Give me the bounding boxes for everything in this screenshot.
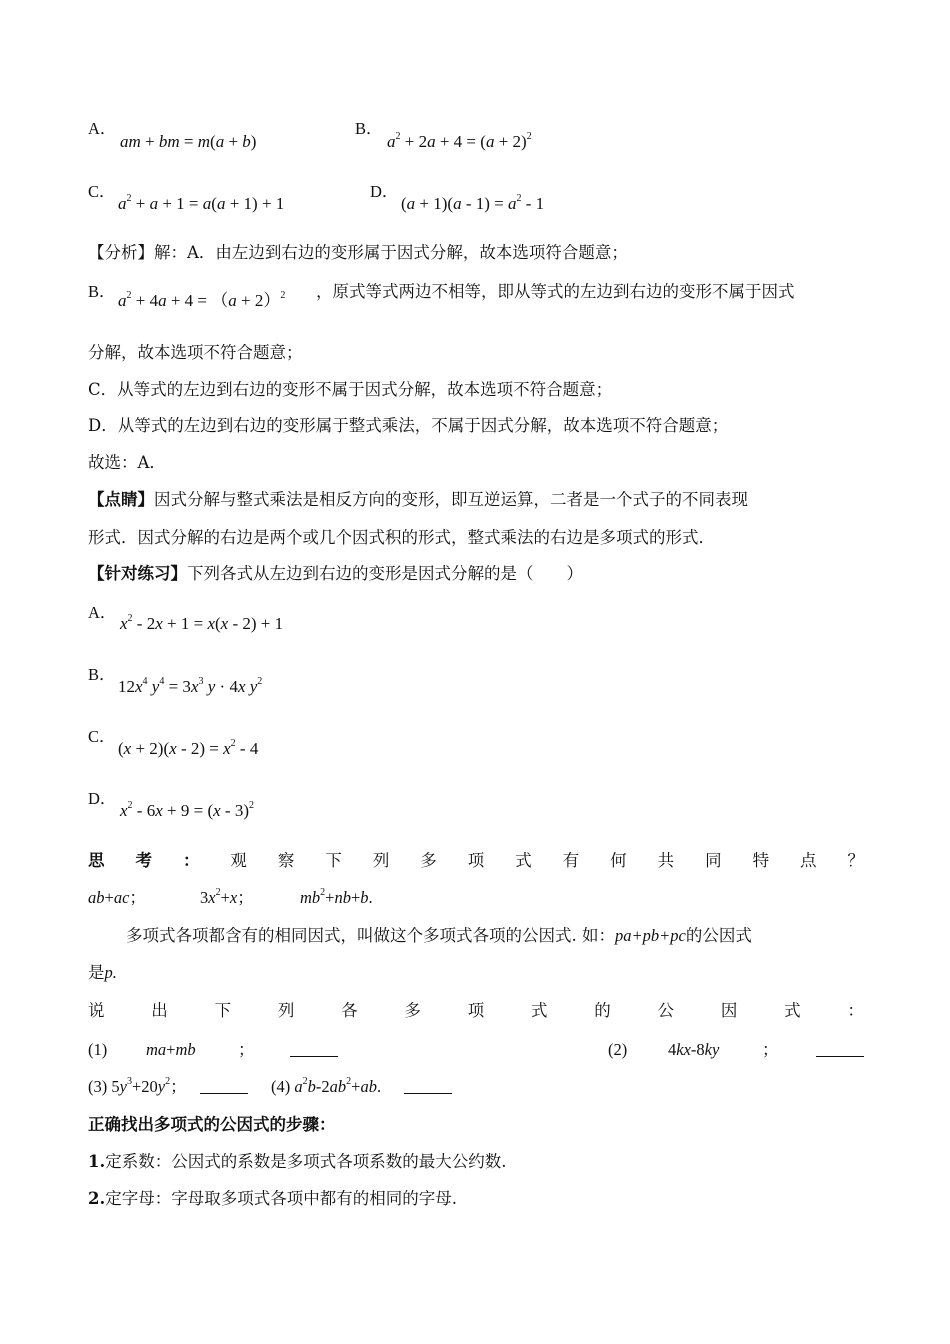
say-char: 下	[214, 1001, 232, 1020]
option-a-expr: am + bm = m(a + b)	[120, 132, 257, 151]
think-char: 共	[657, 851, 675, 870]
comment-head: 【点睛】	[88, 490, 154, 509]
definition-example: pa+pb+pc	[615, 926, 686, 945]
say-char: 因	[720, 1001, 738, 1020]
analysis-b-expr: $a^2 + 4a + 4 = (a + 2)^2$	[118, 290, 286, 310]
q1-semicolon: ；	[238, 1040, 255, 1059]
q1-number: (1)	[88, 1040, 108, 1059]
think-char: 观	[230, 851, 247, 870]
say-char: ：	[847, 1001, 864, 1020]
steps-title: 正确找出多项式的公因式的步骤：	[88, 1115, 336, 1134]
q1-blank[interactable]	[290, 1039, 338, 1061]
think-expr-1: ab+ac；	[88, 888, 146, 907]
practice-b-label: B．	[88, 665, 116, 684]
step-1	[88, 1151, 506, 1173]
think-expr-2: $3x^2+x$；	[200, 887, 254, 907]
think-char: 列	[372, 851, 390, 870]
think-char: 同	[705, 851, 722, 870]
analysis-line-5: D．从等式的左边到右边的变形属于整式乘法，不属于因式分解，故本选项不符合题意；	[88, 416, 729, 435]
say-line	[88, 1000, 864, 1022]
practice-c-expr: $(x + 2)(x - 2) = x^2 - 4$	[118, 738, 259, 758]
say-char: 式	[784, 1001, 801, 1020]
step-1-text: 定系数：公因式的系数是多项式各项系数的最大公约数.	[105, 1152, 507, 1171]
q2-semicolon: ；	[762, 1040, 779, 1059]
option-b-expr: $a^2 + 2a + 4 = (a + 2)^2$	[387, 131, 532, 151]
step-2-number: 2.	[88, 1189, 106, 1208]
comment-text-1: 因式分解与整式乘法是相反方向的变形，即互逆运算，二者是一个式子的不同表现	[154, 490, 748, 509]
comment-line-2: 形式．因式分解的右边是两个或几个因式积的形式，整式乘法的右边是多项式的形式．	[88, 528, 715, 547]
say-char: 说	[88, 1001, 105, 1020]
say-char: 式	[530, 1001, 548, 1020]
option-d-label: D．	[370, 182, 399, 201]
q2-blank[interactable]	[816, 1039, 864, 1061]
practice-text: 下列各式从左边到右边的变形是因式分解的是（ ）	[187, 564, 583, 583]
think-char: 察	[277, 851, 295, 870]
say-char: 各	[341, 1001, 358, 1020]
practice-b-expr: $12x^4$ $y^4 = 3x^3$ y · 4x $y^2$	[118, 676, 263, 696]
analysis-line-3: 分解，故本选项不符合题意；	[88, 343, 303, 362]
think-char: ：	[182, 851, 200, 870]
say-char: 多	[404, 1001, 421, 1020]
definition-p: p.	[104, 963, 117, 982]
q2-expr: 4kx-8ky	[668, 1040, 720, 1059]
practice-a-expr: $x^2 - 2x + 1 = x(x - 2) + 1$	[120, 613, 284, 633]
practice-d-label: D．	[88, 789, 117, 808]
comment-line-1	[88, 489, 748, 511]
think-char: 项	[467, 851, 485, 870]
think-char: 式	[515, 851, 532, 870]
analysis-line-4: C．从等式的左边到右边的变形不属于因式分解，故本选项不符合题意；	[88, 380, 613, 399]
definition-text: 多项式各项都含有的相同因式，叫做这个多项式各项的公因式. 如：	[126, 926, 615, 945]
think-char: 下	[325, 851, 342, 870]
say-char: 项	[467, 1001, 485, 1020]
q3-expr: (3) $5y^3+20y^2$；	[88, 1076, 187, 1096]
practice-question	[88, 563, 583, 585]
say-char: 出	[151, 1001, 168, 1020]
analysis-line-6: 故选：A．	[88, 453, 166, 472]
practice-head: 【针对练习】	[88, 564, 187, 583]
analysis-line-1: 【分析】解：A．由左边到右边的变形属于因式分解，故本选项符合题意；	[88, 243, 628, 262]
step-2-text: 定字母：字母取多项式各项中都有的相同的字母.	[105, 1189, 457, 1208]
think-expr-3: $mb^2+nb+b$.	[300, 887, 373, 907]
think-char: 特	[752, 851, 770, 870]
step-2	[88, 1188, 457, 1210]
think-char: 思	[88, 851, 105, 870]
think-char: 点	[800, 851, 817, 870]
q3-blank[interactable]	[200, 1076, 248, 1098]
option-c-expr: $a^2 + a + 1 = a(a + 1) + 1$	[118, 193, 285, 213]
definition-line-2	[88, 962, 117, 984]
q4-blank[interactable]	[404, 1076, 452, 1098]
definition-text-end: 的公因式	[685, 926, 752, 945]
q1-expr: ma+mb	[146, 1040, 196, 1059]
practice-d-expr: $x^2 - 6x + 9 = (x - 3)^2$	[120, 800, 254, 820]
option-d-expr: $(a + 1)(a - 1) = a^2 - 1$	[401, 193, 545, 213]
think-line	[88, 850, 864, 872]
think-char: 多	[420, 851, 437, 870]
think-char: ？	[847, 851, 864, 870]
say-char: 列	[277, 1001, 295, 1020]
option-b-label: B．	[355, 119, 383, 138]
option-c-label: C．	[88, 182, 116, 201]
analysis-line-2: ，原式等式两边不相等，即从等式的左边到右边的变形不属于因式	[316, 282, 795, 301]
think-char: 何	[610, 851, 627, 870]
practice-a-label: A．	[88, 603, 117, 622]
say-char: 公	[657, 1001, 675, 1020]
step-1-number: 1.	[88, 1152, 106, 1171]
q2-number: (2)	[608, 1040, 628, 1059]
option-a-label: A．	[88, 119, 117, 138]
practice-c-label: C．	[88, 727, 116, 746]
q4-expr: (4) $a^2b-2ab^2+ab$.	[271, 1076, 382, 1096]
say-char: 的	[594, 1001, 611, 1020]
think-char: 有	[562, 851, 580, 870]
think-char: 考	[135, 851, 152, 870]
definition-is: 是	[88, 963, 105, 982]
definition-line-1	[126, 925, 752, 947]
analysis-b-label: B．	[88, 282, 116, 301]
